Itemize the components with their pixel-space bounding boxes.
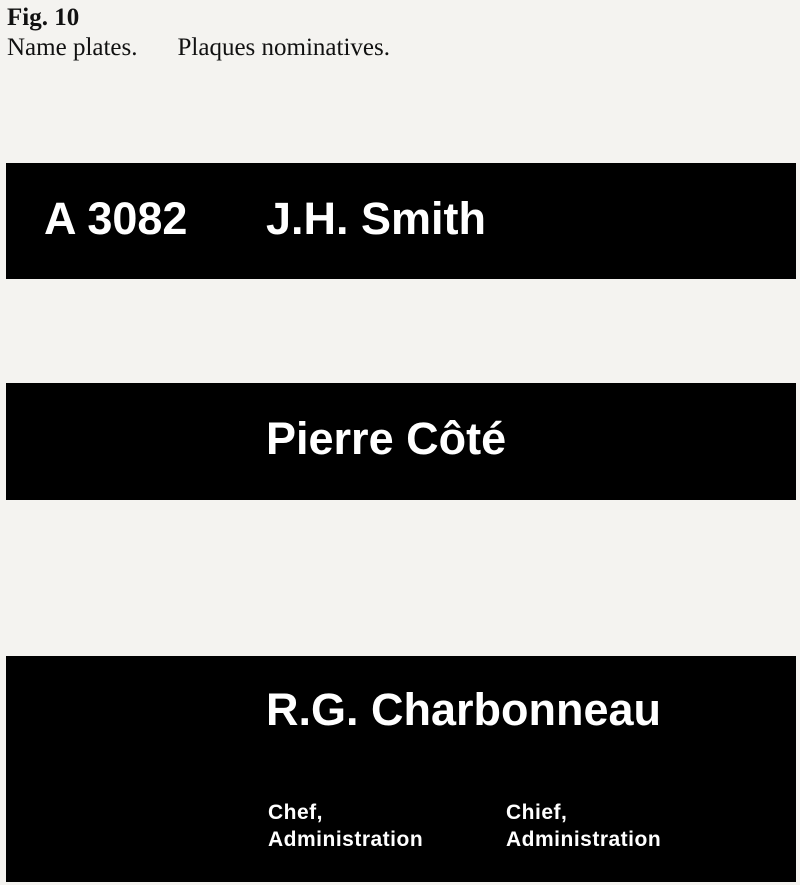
- plate-name: J.H. Smith: [266, 193, 487, 244]
- title-line: Chief,: [506, 801, 568, 824]
- name-plate-2: [6, 383, 796, 500]
- figure-caption: [7, 32, 390, 64]
- plate-title-french: [268, 799, 423, 853]
- plate-title-english: [506, 799, 661, 853]
- name-plate-1: [6, 163, 796, 279]
- figure-label: Fig. 10: [7, 4, 80, 31]
- caption-french: Plaques nominatives.: [177, 34, 390, 61]
- title-line: Administration: [268, 828, 424, 851]
- figure-header: [7, 4, 390, 64]
- plate-room-code: A 3082: [44, 193, 188, 244]
- name-plate-3: [6, 656, 796, 882]
- plate-name: Pierre Côté: [266, 413, 507, 464]
- title-line: Administration: [506, 828, 662, 851]
- caption-english: Name plates.: [7, 34, 138, 61]
- title-line: Chef,: [268, 801, 323, 824]
- plate-name: R.G. Charbonneau: [266, 684, 662, 735]
